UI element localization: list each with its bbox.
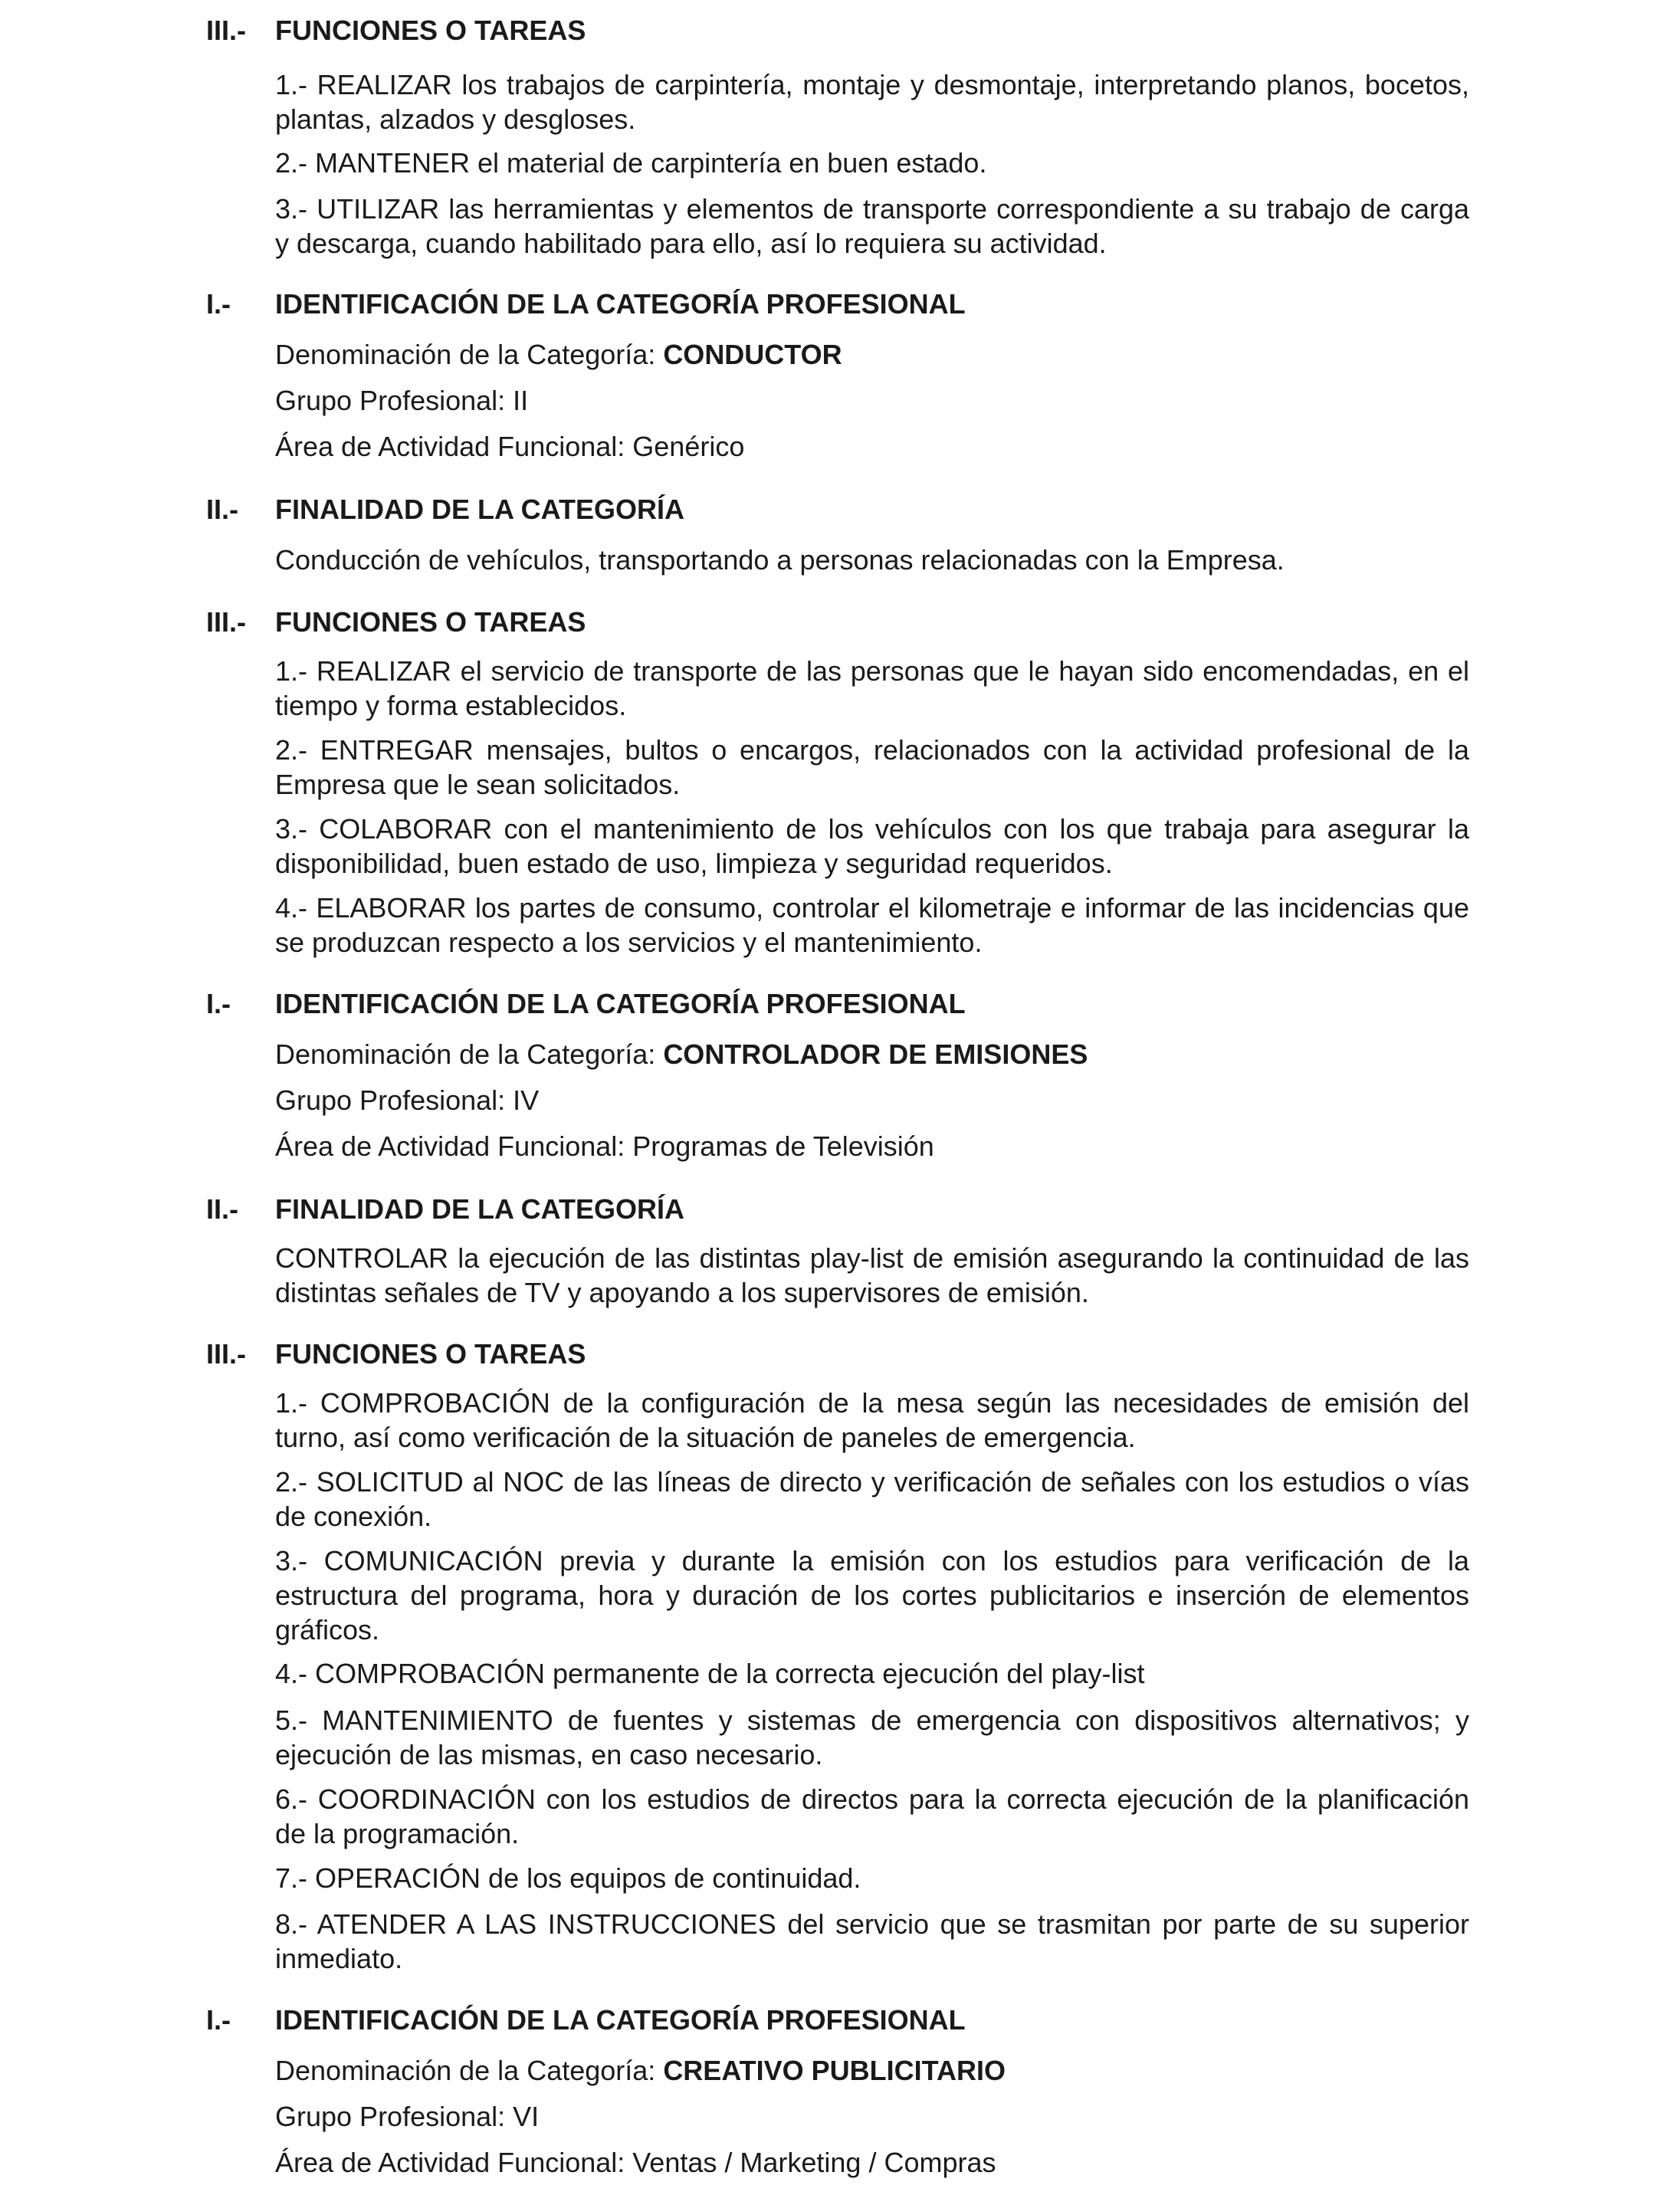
denomination-label: Denominación de la Categoría: bbox=[275, 1038, 664, 1070]
task-item: 5.- MANTENIMIENTO de fuentes y sistemas de emergencia con dispositivos alternativos; y ejecución de las mismas, en caso necesario. bbox=[275, 1704, 1469, 1770]
denomination-value: CONTROLADOR DE EMISIONES bbox=[663, 1038, 1088, 1070]
section-title: IDENTIFICACIÓN DE LA CATEGORÍA PROFESIONAL bbox=[275, 288, 966, 320]
task-item: 1.- COMPROBACIÓN de la configuración de la mesa según las necesidades de emisión del turno, así como verificación de la situación de paneles de emergencia. bbox=[275, 1387, 1469, 1453]
section-title: FUNCIONES O TAREAS bbox=[275, 606, 586, 638]
section-number: III.- bbox=[206, 606, 246, 638]
task-item: 2.- MANTENER el material de carpintería en buen estado. bbox=[275, 147, 987, 179]
professional-group: Grupo Profesional: VI bbox=[275, 2101, 540, 2132]
task-item: 1.- REALIZAR el servicio de transporte de las personas que le hayan sido encomendadas, en el tiempo y forma establecidos. bbox=[275, 655, 1469, 721]
task-item: 6.- COORDINACIÓN con los estudios de directos para la correcta ejecución de la planificación de la programación. bbox=[275, 1783, 1469, 1849]
denomination-value: CREATIVO PUBLICITARIO bbox=[663, 2055, 1006, 2086]
category-denomination bbox=[275, 1037, 1088, 1071]
task-item: 2.- SOLICITUD al NOC de las líneas de directo y verificación de señales con los estudios o vías de conexión. bbox=[275, 1466, 1469, 1532]
task-item: 4.- ELABORAR los partes de consumo, controlar el kilometraje e informar de las incidencias que se produzcan respecto a los servicios y el mantenimiento. bbox=[275, 892, 1469, 958]
section-title: IDENTIFICACIÓN DE LA CATEGORÍA PROFESIONAL bbox=[275, 988, 966, 1019]
section-number: II.- bbox=[206, 494, 238, 525]
category-denomination bbox=[275, 337, 842, 372]
task-item: 7.- OPERACIÓN de los equipos de continuidad. bbox=[275, 1862, 861, 1894]
section-title: FINALIDAD DE LA CATEGORÍA bbox=[275, 1193, 684, 1225]
denomination-label: Denominación de la Categoría: bbox=[275, 339, 664, 370]
section-title: FUNCIONES O TAREAS bbox=[275, 1338, 586, 1370]
purpose-text: CONTROLAR la ejecución de las distintas play-list de emisión asegurando la continuidad de las distintas señales de TV y apoyando a los supervisores de emisión. bbox=[275, 1242, 1469, 1308]
task-item: 8.- ATENDER A LAS INSTRUCCIONES del servicio que se trasmitan por parte de su superior inmediato. bbox=[275, 1908, 1469, 1974]
purpose-text: Conducción de vehículos, transportando a personas relacionadas con la Empresa. bbox=[275, 544, 1285, 576]
professional-group: Grupo Profesional: IV bbox=[275, 1084, 540, 1116]
task-item: 3.- COLABORAR con el mantenimiento de los vehículos con los que trabaja para asegurar la disponibilidad, buen estado de uso, limpieza y seguridad requeridos. bbox=[275, 813, 1469, 879]
functional-area: Área de Actividad Funcional: Ventas / Marketing / Compras bbox=[275, 2147, 996, 2178]
section-number: I.- bbox=[206, 2004, 231, 2036]
task-item: 2.- ENTREGAR mensajes, bultos o encargos, relacionados con la actividad profesional de la Empresa que le sean solicitados. bbox=[275, 734, 1469, 800]
professional-group: Grupo Profesional: II bbox=[275, 385, 529, 416]
category-denomination bbox=[275, 2053, 1006, 2088]
section-title: FINALIDAD DE LA CATEGORÍA bbox=[275, 494, 684, 525]
task-item: 1.- REALIZAR los trabajos de carpintería, montaje y desmontaje, interpretando planos, bocetos, plantas, alzados y desgloses. bbox=[275, 69, 1469, 135]
section-title: IDENTIFICACIÓN DE LA CATEGORÍA PROFESIONAL bbox=[275, 2004, 966, 2036]
section-number: III.- bbox=[206, 1338, 246, 1370]
section-number: I.- bbox=[206, 288, 231, 320]
task-item: 4.- COMPROBACIÓN permanente de la correcta ejecución del play-list bbox=[275, 1658, 1145, 1689]
section-number: III.- bbox=[206, 15, 246, 46]
section-number: I.- bbox=[206, 988, 231, 1019]
task-item: 3.- COMUNICACIÓN previa y durante la emisión con los estudios para verificación de la estructura del programa, hora y duración de los cortes publicitarios e inserción de elementos gráficos. bbox=[275, 1545, 1469, 1645]
denomination-label: Denominación de la Categoría: bbox=[275, 2055, 664, 2086]
section-title: FUNCIONES O TAREAS bbox=[275, 15, 586, 46]
section-number: II.- bbox=[206, 1193, 238, 1225]
denomination-value: CONDUCTOR bbox=[663, 339, 842, 370]
functional-area: Área de Actividad Funcional: Programas de Televisión bbox=[275, 1130, 934, 1162]
task-item: 3.- UTILIZAR las herramientas y elementos de transporte correspondiente a su trabajo de carga y descarga, cuando habilitado para ello, así lo requiera su actividad. bbox=[275, 193, 1469, 259]
functional-area: Área de Actividad Funcional: Genérico bbox=[275, 431, 745, 462]
